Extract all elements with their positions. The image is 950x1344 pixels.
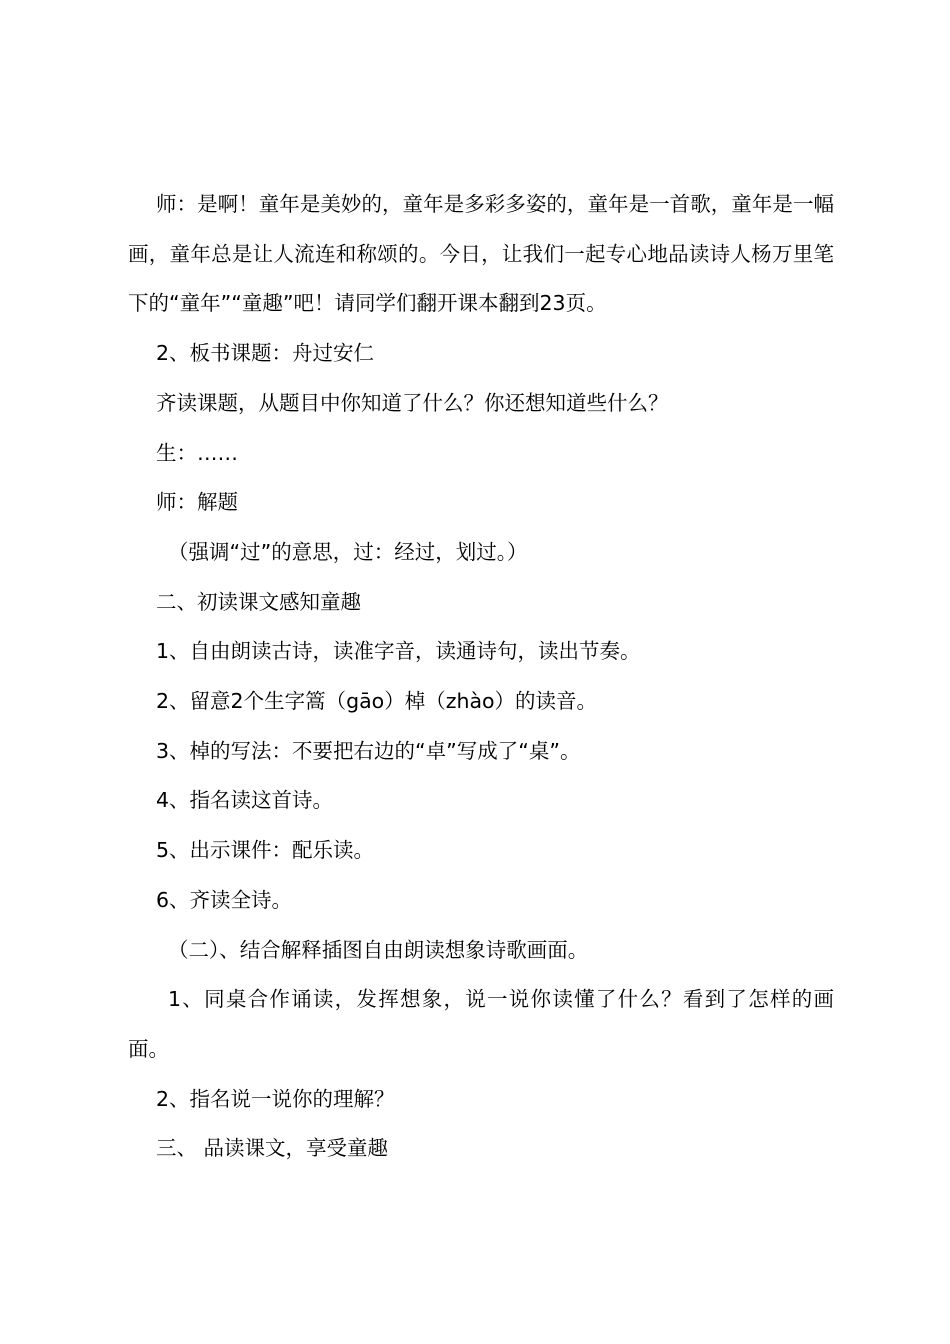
- list-item-writing-method: 3、棹的写法：不要把右边的“卓”写成了“桌”。: [156, 738, 581, 763]
- paragraph-emphasis-note: （强调“过”的意思，过：经过，划过。）: [168, 539, 528, 564]
- list-item-partner-reading: 1、同桌合作诵读，发挥想象，说一说你读懂了什么？看到了怎样的画面。: [128, 987, 834, 1061]
- document-body: [128, 180, 834, 1174]
- list-item-read-together: 6、齐读全诗。: [156, 887, 293, 912]
- paragraph-read-title: 齐读课题，从题目中你知道了什么？你还想知道些什么？: [156, 390, 669, 415]
- paragraph-student-response: 生：……: [156, 440, 238, 465]
- list-item-named-reading: 4、指名读这首诗。: [156, 788, 334, 813]
- section-heading-appreciate: 三、 品读课文，享受童趣: [156, 1136, 389, 1161]
- section-heading-first-reading: 二、初读课文感知童趣: [156, 589, 361, 614]
- paragraph-teacher-explain: 师：解题: [156, 490, 238, 515]
- section-heading-imagine-scene: （二）、结合解释插图自由朗读想象诗歌画面。: [168, 937, 589, 962]
- list-item-free-reading: 1、自由朗读古诗，读准字音，读通诗句，读出节奏。: [156, 639, 641, 664]
- paragraph-teacher-intro: 师：是啊！童年是美妙的，童年是多彩多姿的，童年是一首歌，童年是一幅画，童年总是让人流连和称颂的。今日，让我们一起专心地品读诗人杨万里笔下的“童年”“童趣”吧！请同学们翻开课本翻到23页。: [128, 192, 834, 316]
- list-item-new-characters: 2、留意2个生字篙（gāo）棹（zhào）的读音。: [156, 689, 598, 714]
- list-item-courseware-music: 5、出示课件：配乐读。: [156, 838, 375, 863]
- list-item-share-understanding: 2、指名说一说你的理解？: [156, 1086, 395, 1111]
- paragraph-board-title: 2、板书课题：舟过安仁: [156, 341, 375, 366]
